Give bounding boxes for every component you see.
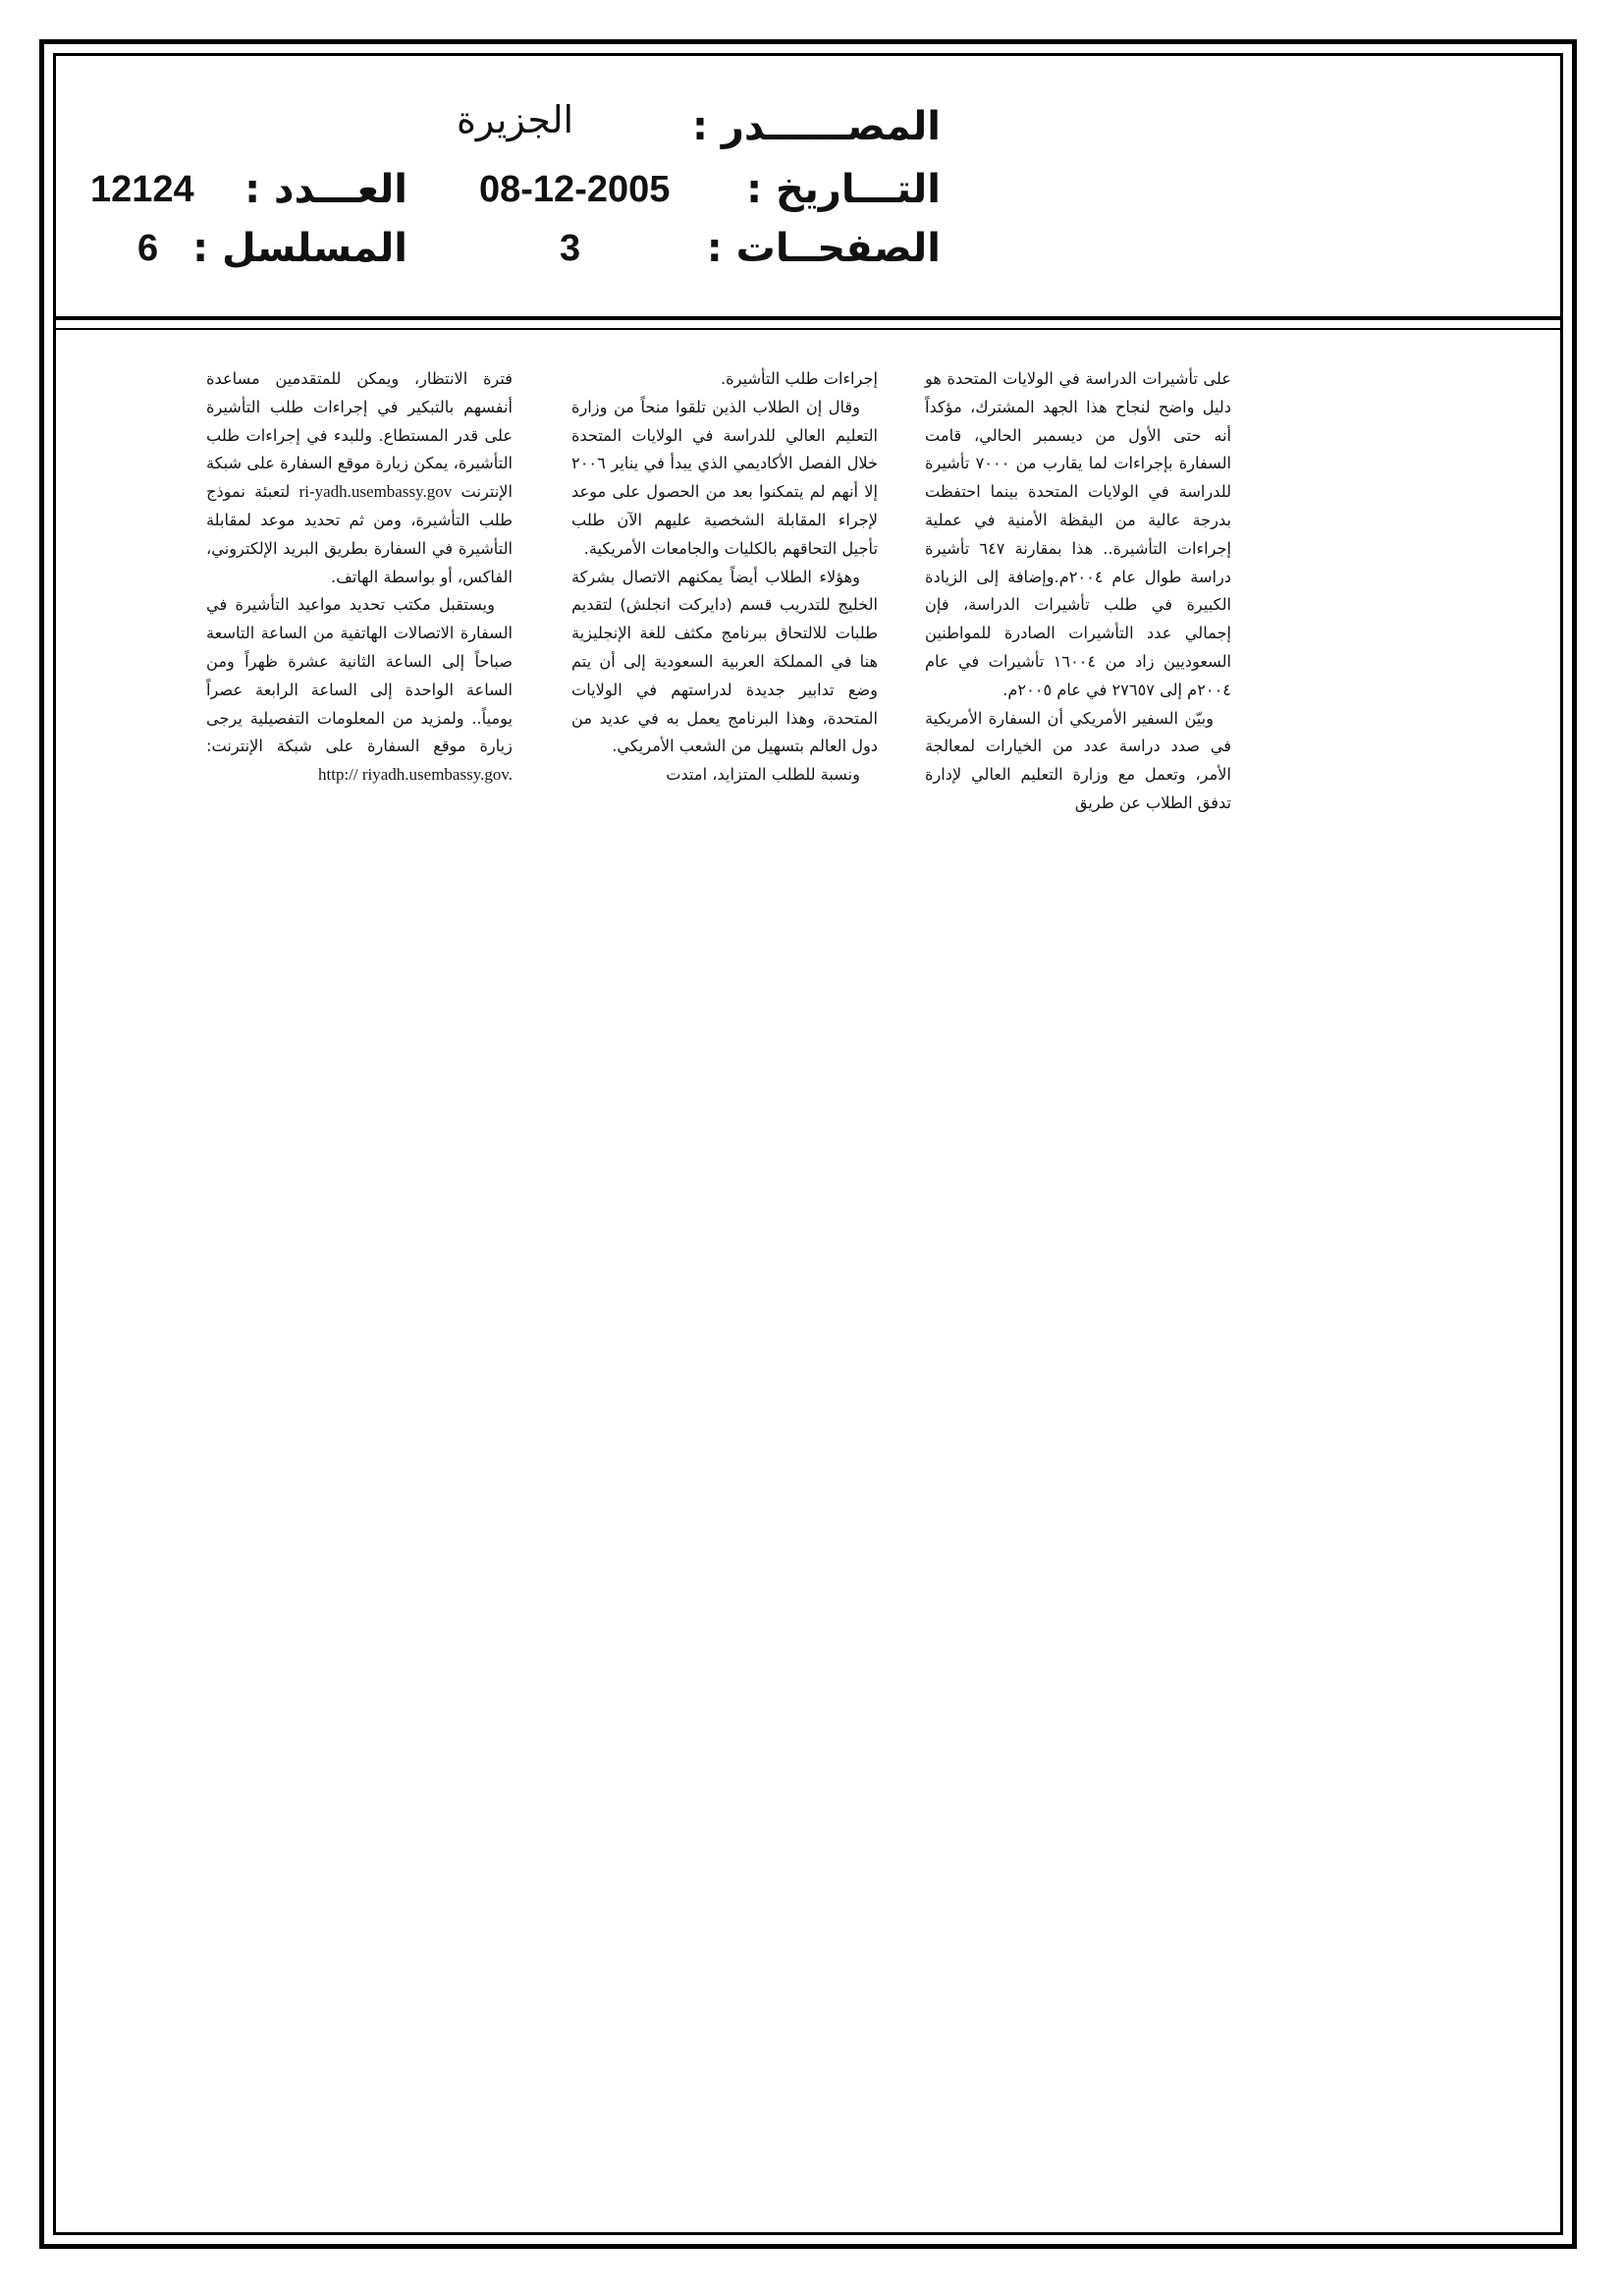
header-divider-thick [53, 316, 1563, 320]
issue-label: العـــدد : [244, 167, 407, 212]
article-paragraph: ونسبة للطلب المتزايد، امتدت [666, 765, 860, 785]
issue-value: 12124 [90, 169, 194, 210]
article-paragraph: وقال إن الطلاب الذين تلقوا منحاً من وزارة التعليم العالي للدراسة في الولايات المتحدة خلال الفصل الأكاديمي الذي يبدأ في يناير ٢٠٠٦ إلا أنهم لم يتمكنوا بعد من الحصول على موعد لإجراء المقابلة الشخصية عليهم الآن طلب تأجيل التحاقهم بالكليات والجامعات الأمريكية. [571, 397, 878, 558]
pages-value: 3 [560, 228, 581, 269]
header-divider-thin [53, 328, 1563, 330]
article-paragraph [206, 591, 513, 790]
pages-label: الصفحــات : [706, 226, 941, 271]
article-column-1 [925, 365, 1231, 818]
source-value: الجزيرة [457, 98, 574, 141]
embassy-url: http:// riyadh.usembassy.gov. [318, 765, 513, 785]
article-paragraph: وهؤلاء الطلاب أيضاً يمكنهم الاتصال بشركة الخليج للتدريب قسم (دايركت انجلش) لتقديم طلبات للالتحاق ببرنامج مكثف للغة الإنجليزية هنا في المملكة العربية السعودية إلى أن يتم وضع تدابير جديدة لدراستهم في الولايات المتحدة، وهذا البرنامج يعمل به في عديد من دول العالم بتسهيل من الشعب الأمريكي. [571, 567, 878, 756]
article-text: ويستقبل مكتب تحديد مواعيد التأشيرة في السفارة الاتصالات الهاتفية من الساعة التاسعة صباحاً إلى الساعة الثانية عشرة ظهراً ومن الساعة الواحدة إلى الساعة الرابعة عصراً يومياً.. ولمزيد من المعلومات التفصيلية يرجى زيارة موقع السفارة على شبكة الإنترنت: [206, 595, 513, 756]
embassy-url: ri-yadh.usembassy.gov [298, 482, 453, 502]
article-text: لتعبئة نموذج طلب التأشيرة، ومن ثم تحديد موعد لمقابلة التأشيرة في السفارة بطريق البريد الإلكتروني، الفاكس، أو بواسطة الهاتف. [206, 482, 513, 586]
article-column-2 [571, 365, 878, 790]
article-paragraph: على تأشيرات الدراسة في الولايات المتحدة هو دليل واضح لنجاح هذا الجهد المشترك، مؤكداً أنه حتى الأول من ديسمبر الحالي، قامت السفارة بإجراءات لما يقارب من ٧٠٠٠ تأشيرة للدراسة في الولايات المتحدة بينما احتفظت بدرجة عالية من اليقظة الأمنية في عملية إجراءات التأشيرة.. هذا بمقارنة ٦٤٧ تأشيرة دراسة طوال عام ٢٠٠٤م.وإضافة إلى الزيادة الكبيرة في طلب تأشيرات الدراسة، فإن إجمالي عدد التأشيرات الصادرة للمواطنين السعوديين زاد من ١٦٠٠٤ تأشيرات في عام ٢٠٠٤م إلى ٢٧٦٥٧ في عام ٢٠٠٥م. [925, 369, 1232, 699]
serial-value: 6 [137, 228, 159, 269]
article-paragraph: إجراءات طلب التأشيرة. [721, 369, 878, 388]
date-label: التـــاريخ : [746, 167, 941, 212]
article-paragraph: وبيّن السفير الأمريكي أن السفارة الأمريكية في صدد دراسة عدد من الخيارات لمعالجة الأمر، وتعمل مع وزارة التعليم العالي لإدارة تدفق الطلاب عن طريق [925, 708, 1231, 812]
article-paragraph [206, 365, 513, 591]
source-label: المصــــــدر : [691, 104, 941, 149]
article-column-3 [206, 365, 513, 790]
serial-label: المسلسل : [192, 226, 407, 271]
date-value: 08-12-2005 [479, 169, 671, 210]
article-text: فترة الانتظار، ويمكن للمتقدمين مساعدة أنفسهم بالتبكير في إجراءات طلب التأشيرة على قدر المستطاع. وللبدء في إجراءات طلب التأشيرة، يمكن زيارة موقع السفارة على شبكة الإنترنت [206, 369, 513, 502]
